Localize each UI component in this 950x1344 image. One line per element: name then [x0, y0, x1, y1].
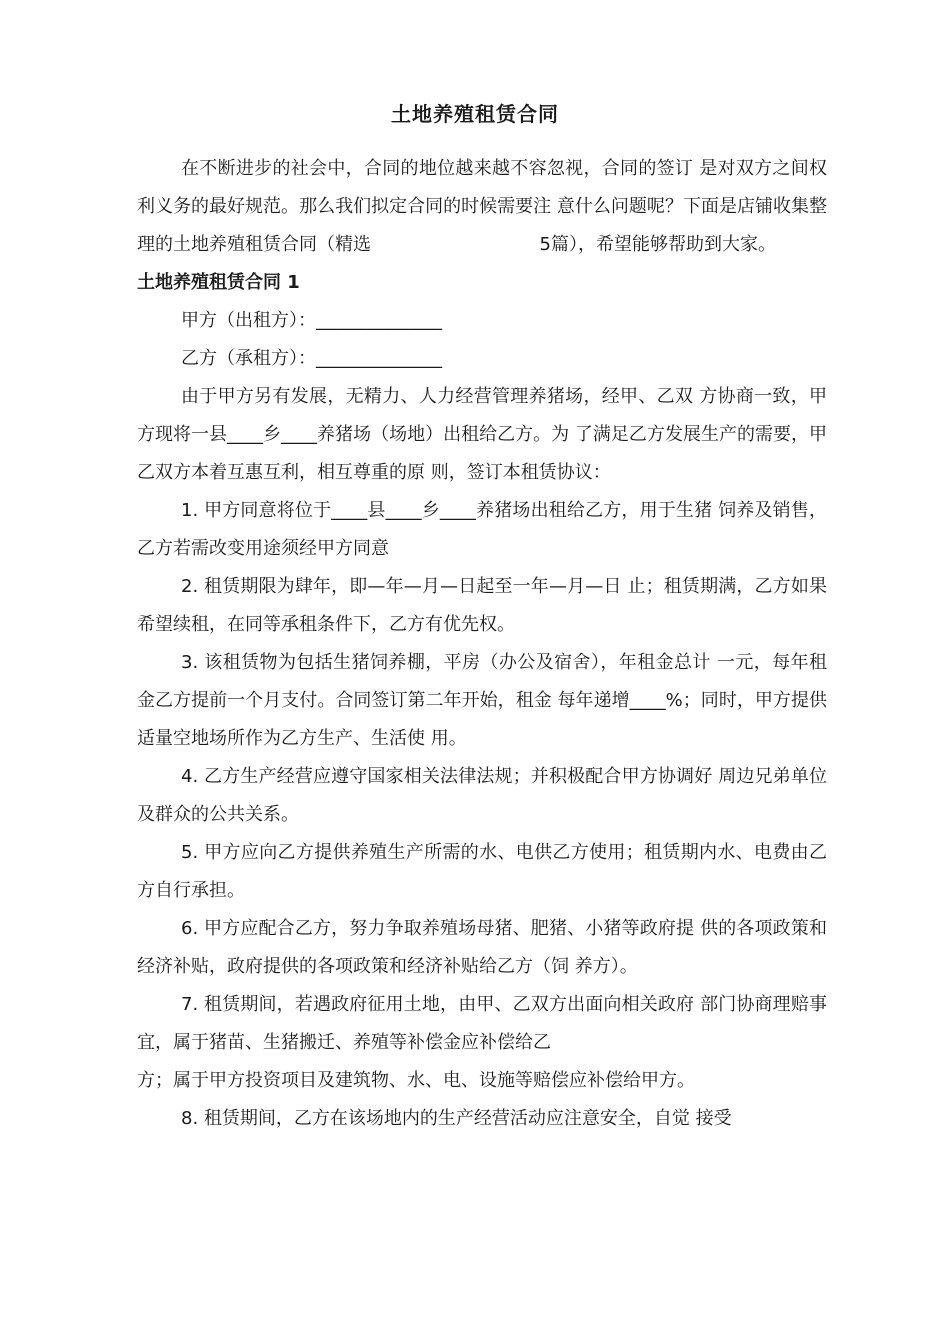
intro-text-1: 在不断进步的社会中，合同的地位越来越不容忽视，合同的签订 是对双方之间权利义务的最好规范。那么我们拟定合同的时候需要注 意什么问题呢？下面是店铺收集整理的土地养殖租赁合同（精选	[137, 158, 827, 255]
document-body	[137, 150, 827, 1138]
intro-text-2: 篇），希望能够帮助到大家。	[551, 234, 776, 255]
party-a-line: 甲方（出租方）：______________	[181, 310, 442, 331]
intro-count: 5	[539, 234, 551, 255]
clause-4: 4. 乙方生产经营应遵守国家相关法律法规；并积极配合甲方协调好 周边兄弟单位及群众的公共关系。	[137, 766, 827, 825]
section-heading: 土地养殖租赁合同 1	[137, 272, 300, 293]
clause-6: 6. 甲方应配合乙方，努力争取养殖场母猪、肥猪、小猪等政府提 供的各项政策和经济补贴，政府提供的各项政策和经济补贴给乙方（饲 养方）。	[137, 918, 827, 977]
clause-5: 5. 甲方应向乙方提供养殖生产所需的水、电供乙方使用；租赁期内水、电费由乙方自行承担。	[137, 842, 827, 901]
clause-3: 3. 该租赁物为包括生猪饲养棚，平房（办公及宿舍），年租金总计 一元，每年租金乙方提前一个月支付。合同签订第二年开始，租金 每年递增____%；同时，甲方提供适量空地场所作为乙方生产、生活使 用。	[137, 652, 827, 749]
clause-8: 8. 租赁期间，乙方在该场地内的生产经营活动应注意安全，自觉 接受	[181, 1108, 732, 1129]
clause-7: 7. 租赁期间，若遇政府征用土地，由甲、乙双方出面向相关政府 部门协商理赔事宜，属于猪苗、生猪搬迁、养殖等补偿金应补偿给乙	[137, 994, 827, 1053]
preamble-paragraph: 由于甲方另有发展，无精力、人力经营管理养猪场，经甲、乙双 方协商一致，甲方现将一县____乡____养猪场（场地）出租给乙方。为 了满足乙方发展生产的需要，甲乙双方本着互惠互利，相互尊重的原 则，签订本租赁协议：	[137, 386, 827, 483]
party-b-line: 乙方（承租方）：______________	[181, 348, 442, 369]
document-title: 土地养殖租赁合同	[391, 102, 559, 126]
clause-1: 1. 甲方同意将位于____县____乡____养猪场出租给乙方，用于生猪 饲养及销售，乙方若需改变用途须经甲方同意	[137, 500, 827, 559]
clause-7-continued: 方；属于甲方投资项目及建筑物、水、电、设施等赔偿应补偿给甲方。	[137, 1070, 695, 1091]
intro-paragraph	[137, 150, 827, 264]
clause-2: 2. 租赁期限为肆年，即—年—月—日起至一年—月—日 止；租赁期满，乙方如果希望续租，在同等承租条件下，乙方有优先权。	[137, 576, 827, 635]
